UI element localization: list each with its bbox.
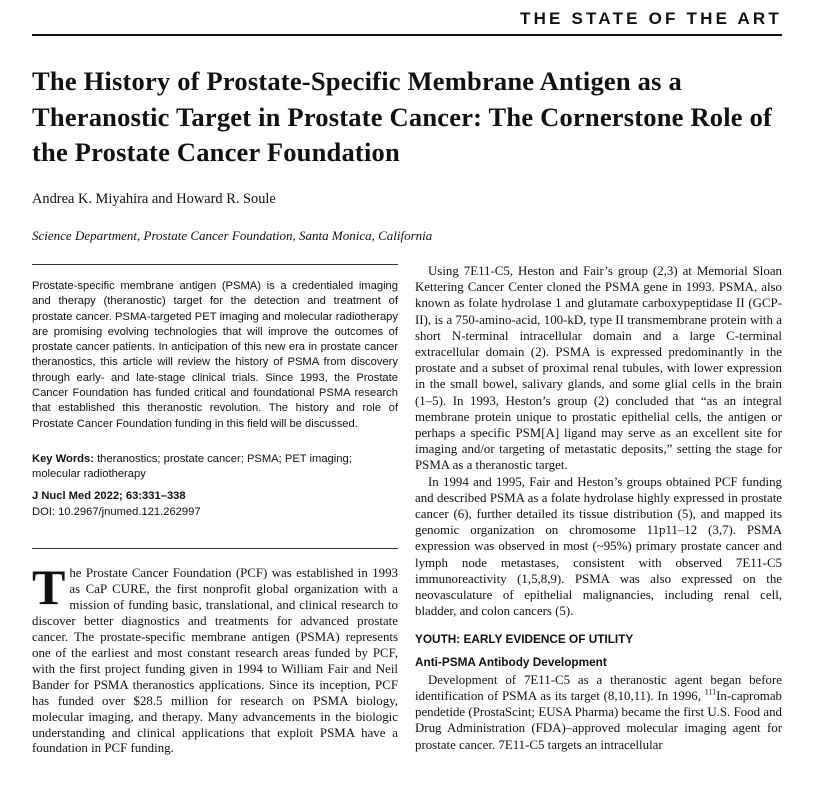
right-column — [415, 263, 782, 753]
subsection-heading: Anti-PSMA Antibody Development — [415, 654, 607, 669]
paragraph-early-funding: In 1994 and 1995, Fair and Heston’s groups obtained PCF funding and described PSMA as a folate hydrolase highly expressed in prostate cancer (6), further detailed its tissue distribution (5), and mapped its genomic organization on chromosome 11p11–12 (3,7). PSMA expression was observed in most (~95%) primary prostate cancer and lymph node metastases, consistent with observed 7E11-C5 immunoreactivity (1,5,8,9). PSMA was also expressed on the neovasculature of epithelial malignancies, including renal cell, bladder, and colon cancers (5). — [415, 474, 782, 619]
abstract-top-rule — [32, 264, 398, 265]
section-label: THE STATE OF THE ART — [519, 9, 782, 28]
keywords-list: theranostics; prostate cancer; PSMA; PET imaging; molecular radiotherapy — [32, 453, 352, 481]
p3-text-a: Development of 7E11-C5 as a theranostic agent began before identification of PSMA as its target (8,10,11). In 1996, — [415, 672, 782, 704]
abstract-bottom-rule — [32, 548, 398, 549]
p3-text-b: In-capromab pendetide (ProstaScint; EUSA Pharma) became the first U.S. Food and Drug Administration (FDA)–approved molecular imaging agent for prostate cancer. 7E11-C5 targets an intracellular — [415, 689, 782, 752]
paragraph-gene-cloning: Using 7E11-C5, Heston and Fair’s group (2,3) at Memorial Sloan Kettering Cancer Center cloned the PSMA gene in 1993. PSMA, also known as folate hydrolase 1 and glutamate carboxypeptidase II (GCP-II), is a 750-amino-acid, 100-kD, type II transmembrane protein with a short N-terminal intracellular domain and a large C-terminal extracellular domain (2). PSMA is expressed predominantly in the prostate and a subset of proximal renal tubules, with lower expression in the small bowel, salivary glands, and some glial cells in the brain (1–5). In 1993, Heston’s group (2) concluded that “as an integral membrane protein unique to prostatic epithelial cells, the antigen or perhaps a specific PSM[A] ligand may serve as an excellent site for imaging and/or targeting of metastatic deposits,” setting the stage for PSMA as a theranostic target. — [415, 264, 782, 473]
authors: Andrea K. Miyahira and Howard R. Soule — [32, 191, 276, 207]
article-title: The History of Prostate-Specific Membrane Antigen as a Theranostic Target in Prostate Cancer: The Cornerstone Role of the Prostate Cancer Foundation — [32, 66, 773, 167]
intro-text: he Prostate Cancer Foundation (PCF) was established in 1993 as CaP CURE, the first nonprofit global organization with a mission of funding basic, translational, and clinical research to discover better diagnostics and treatments for advanced prostate cancer. The prostate-specific membrane antigen (PSMA) represents one of the earliest and most constant research areas funded by PCF, with the first project funding given in 1994 to William Fair and Neil Bander for PSMA theranostics applications. Since its inception, PCF has funded over $28.5 million for research on PSMA biology, molecular imaging, and therapy. Many advancements in the biologic understanding and clinical applications that exploit PSMA have a foundation in PCF funding. — [32, 566, 398, 756]
drop-cap: T — [32, 559, 66, 615]
abstract-text: Prostate-specific membrane antigen (PSMA) is a credentialed imaging and therapy (theranostic) target for the detection and treatment of prostate cancer. PSMA-targeted PET imaging and molecular radiotherapy are promising evolving technologies that will improve the outcomes of prostate cancer patients. In anticipation of this new era in prostate cancer theranostics, this article will review the history of PSMA from discovery through early- and late-stage clinical trials. Since 1993, the Prostate Cancer Foundation has funded critical and foundational PSMA research that established this theranostic revolution. The history and role of Prostate Cancer Foundation funding in this field will be discussed. — [32, 280, 398, 430]
intro-paragraph — [32, 559, 398, 757]
paragraph-antibody-development — [415, 672, 782, 753]
keywords — [32, 452, 398, 483]
isotope-superscript: 111 — [704, 687, 717, 697]
keywords-label: Key Words: — [32, 453, 94, 465]
journal-citation: J Nucl Med 2022; 63:331–338 — [32, 490, 186, 502]
header-rule — [32, 34, 782, 36]
doi: DOI: 10.2967/jnumed.121.262997 — [32, 506, 201, 518]
section-heading: YOUTH: EARLY EVIDENCE OF UTILITY — [415, 632, 634, 647]
affiliation: Science Department, Prostate Cancer Foundation, Santa Monica, California — [32, 228, 433, 243]
